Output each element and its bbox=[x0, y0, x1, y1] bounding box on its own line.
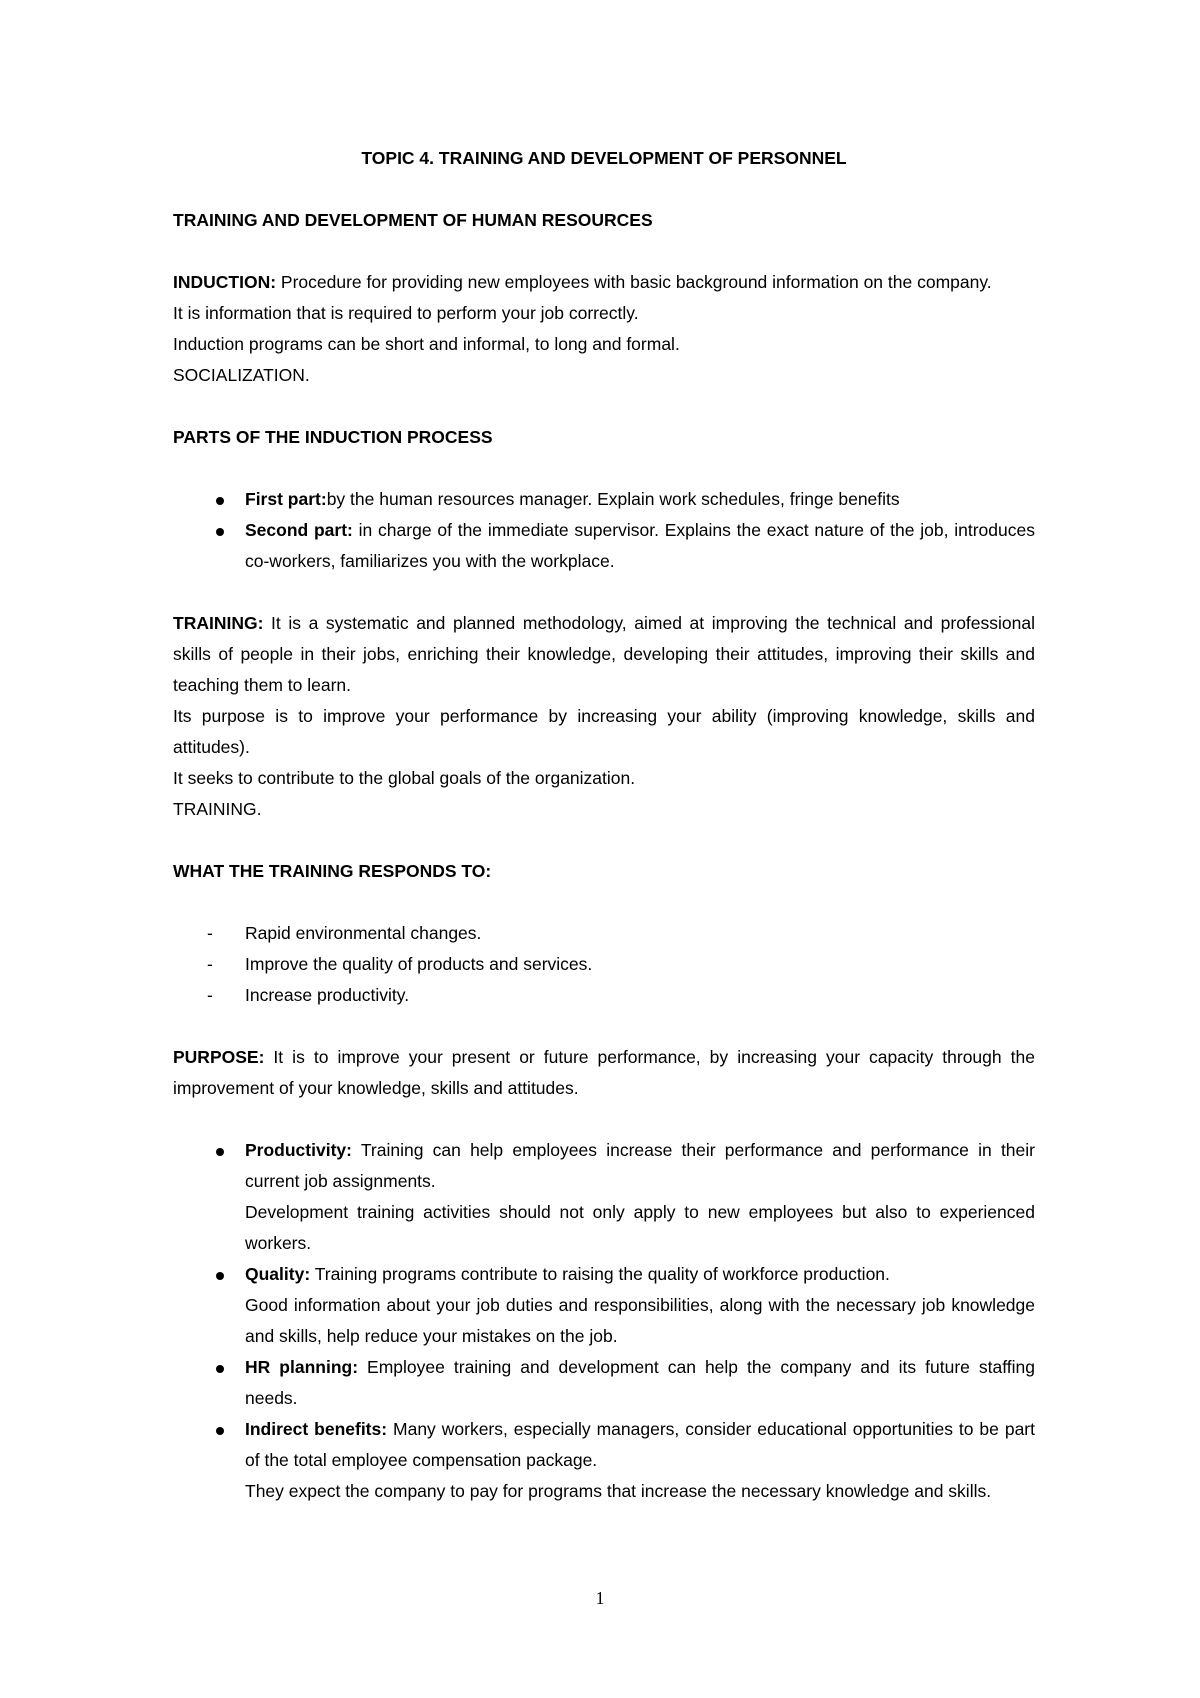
purpose-benefits-list bbox=[173, 1135, 1035, 1507]
item-continuation: Development training activities should not only apply to new employees but also to experienced workers. bbox=[245, 1202, 1035, 1253]
responds-to-list bbox=[173, 918, 1035, 1011]
induction-line-3: Induction programs can be short and informal, to long and formal. bbox=[173, 334, 680, 354]
item-text: Improve the quality of products and services. bbox=[245, 954, 593, 974]
list-item bbox=[173, 1135, 1035, 1259]
purpose-text: It is to improve your present or future performance, by increasing your capacity through the improvement of your knowledge, skills and attitudes. bbox=[173, 1047, 1035, 1098]
item-continuation: Good information about your job duties and responsibilities, along with the necessary job knowledge and skills, help reduce your mistakes on the job. bbox=[245, 1295, 1035, 1346]
page-number: 1 bbox=[595, 1588, 605, 1608]
training-line-2: Its purpose is to improve your performance by increasing your ability (improving knowledge, skills and attitudes). bbox=[173, 706, 1035, 757]
page-content bbox=[173, 143, 1035, 1507]
list-item bbox=[173, 1259, 1035, 1352]
training-paragraph bbox=[173, 608, 1035, 701]
item-label: Productivity: bbox=[245, 1140, 352, 1160]
induction-label: INDUCTION: bbox=[173, 272, 277, 292]
dash-marker: - bbox=[207, 985, 213, 1005]
item-text: Training can help employees increase their performance and performance in their current job assignments. bbox=[245, 1140, 1035, 1191]
induction-line-4: SOCIALIZATION. bbox=[173, 365, 310, 385]
item-text: in charge of the immediate supervisor. Explains the exact nature of the job, introduces co-workers, familiarizes you with the workplace. bbox=[245, 520, 1035, 571]
section-heading-responds-to: WHAT THE TRAINING RESPONDS TO: bbox=[173, 861, 492, 881]
induction-text: Procedure for providing new employees with basic background information on the company. bbox=[276, 272, 992, 292]
training-label: TRAINING: bbox=[173, 613, 264, 633]
bullet-icon bbox=[216, 1365, 224, 1373]
list-item bbox=[173, 484, 1035, 515]
list-item bbox=[173, 1352, 1035, 1414]
bullet-icon bbox=[216, 1427, 224, 1435]
list-item bbox=[173, 515, 1035, 577]
list-item bbox=[173, 918, 1035, 949]
section-heading-training-development: TRAINING AND DEVELOPMENT OF HUMAN RESOURCES bbox=[173, 210, 653, 230]
training-line-3: It seeks to contribute to the global goals of the organization. bbox=[173, 768, 636, 788]
bullet-icon bbox=[216, 497, 224, 505]
bullet-icon bbox=[216, 1272, 224, 1280]
item-label: First part: bbox=[245, 489, 327, 509]
bullet-icon bbox=[216, 528, 224, 536]
item-text: Rapid environmental changes. bbox=[245, 923, 482, 943]
item-text: Training programs contribute to raising the quality of workforce production. bbox=[310, 1264, 890, 1284]
induction-paragraph bbox=[173, 267, 1035, 298]
item-label: HR planning: bbox=[245, 1357, 359, 1377]
item-continuation: They expect the company to pay for programs that increase the necessary knowledge and skills. bbox=[245, 1481, 992, 1501]
item-text: by the human resources manager. Explain work schedules, fringe benefits bbox=[326, 489, 900, 509]
section-heading-induction-parts: PARTS OF THE INDUCTION PROCESS bbox=[173, 427, 493, 447]
bullet-icon bbox=[216, 1148, 224, 1156]
training-line-4: TRAINING. bbox=[173, 799, 262, 819]
item-label: Indirect benefits: bbox=[245, 1419, 388, 1439]
document-title: TOPIC 4. TRAINING AND DEVELOPMENT OF PERSONNEL bbox=[361, 148, 847, 168]
list-item bbox=[173, 949, 1035, 980]
purpose-paragraph bbox=[173, 1042, 1035, 1104]
item-label: Quality: bbox=[245, 1264, 311, 1284]
induction-parts-list bbox=[173, 484, 1035, 577]
item-text: Employee training and development can help the company and its future staffing needs. bbox=[245, 1357, 1036, 1408]
list-item bbox=[173, 1414, 1035, 1507]
item-text: Many workers, especially managers, consider educational opportunities to be part of the total employee compensation package. bbox=[245, 1419, 1035, 1470]
dash-marker: - bbox=[207, 954, 213, 974]
training-text: It is a systematic and planned methodology, aimed at improving the technical and professional skills of people in their jobs, enriching their knowledge, developing their attitudes, improving their skills and teaching them to learn. bbox=[173, 613, 1035, 695]
dash-marker: - bbox=[207, 923, 213, 943]
purpose-label: PURPOSE: bbox=[173, 1047, 265, 1067]
item-label: Second part: bbox=[245, 520, 353, 540]
item-text: Increase productivity. bbox=[245, 985, 410, 1005]
list-item bbox=[173, 980, 1035, 1011]
induction-line-2: It is information that is required to perform your job correctly. bbox=[173, 303, 639, 323]
